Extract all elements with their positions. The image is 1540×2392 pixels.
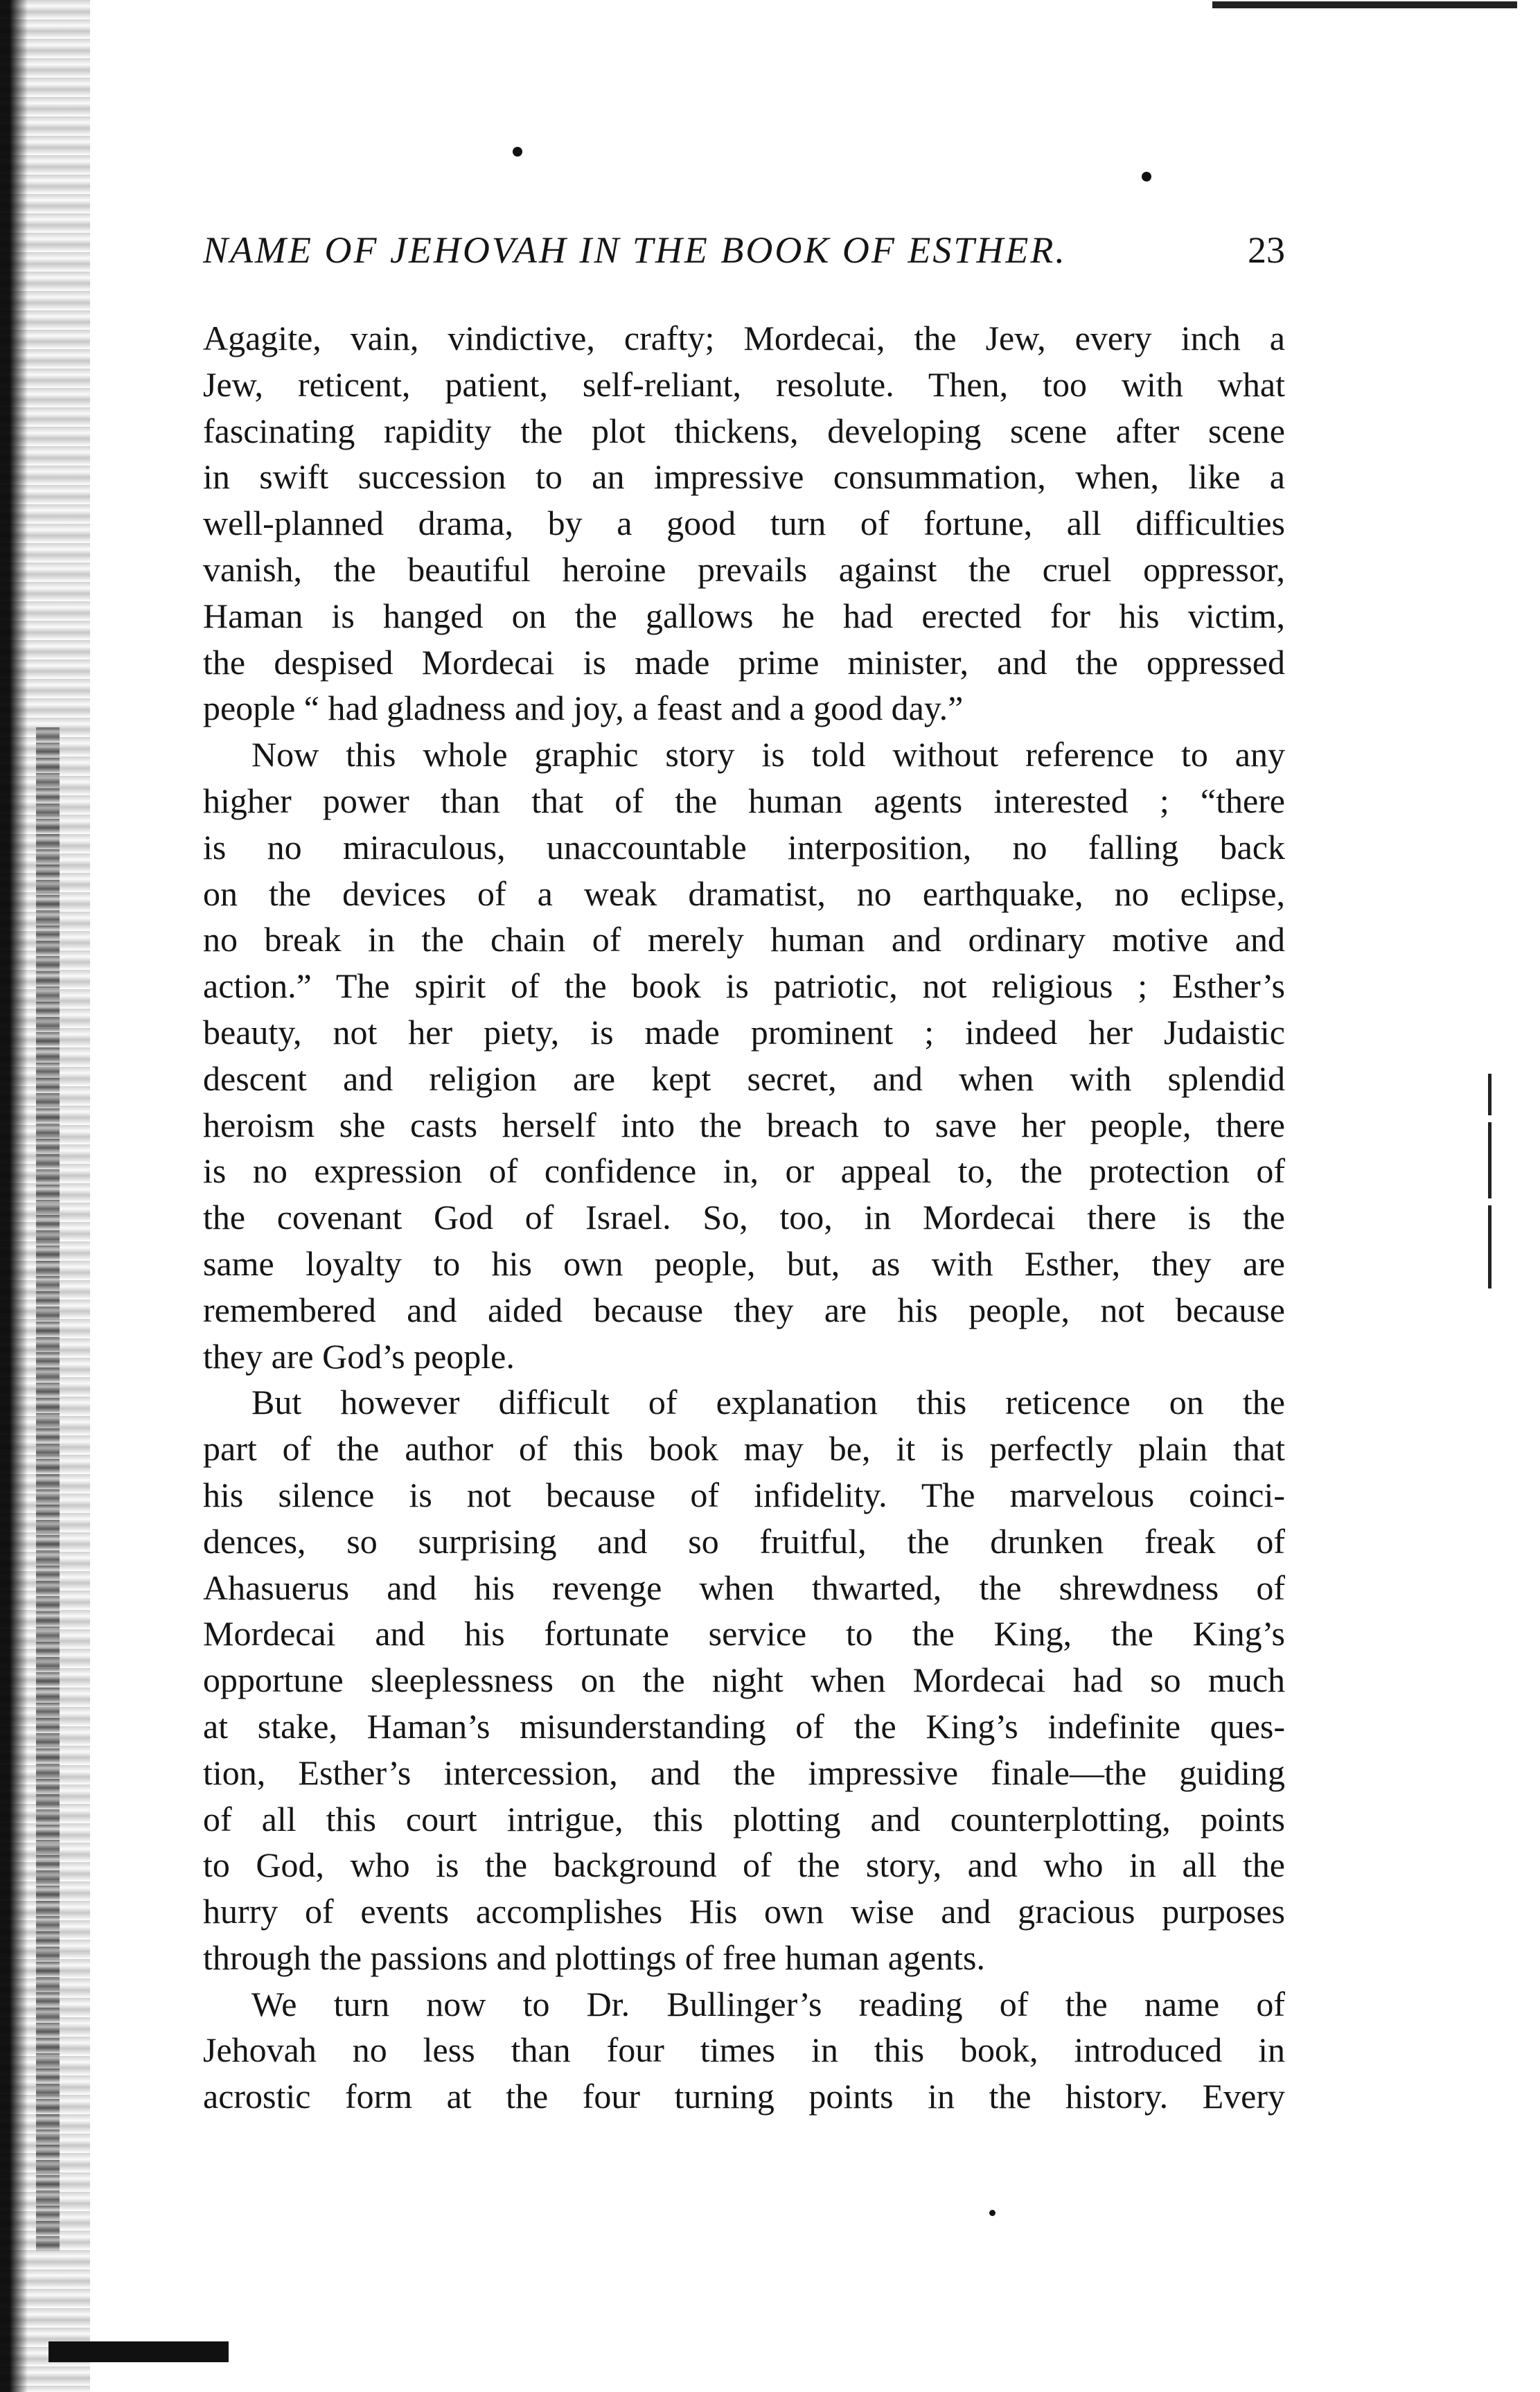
text-line: tion, Esther’s intercession, and the impressive finale—the guiding	[203, 1753, 1285, 1792]
text-line: But however difficult of explanation this reticence on the	[251, 1383, 1285, 1422]
paragraph	[203, 732, 1285, 1379]
text-line: descent and religion are kept secret, and when with splendid	[203, 1058, 1285, 1098]
text-line: heroism she casts herself into the breach to save her people, there	[203, 1105, 1285, 1144]
text-line: action.” The spirit of the book is patriotic, not religious ; Esther’s	[203, 966, 1285, 1006]
text-line: Ahasuerus and his revenge when thwarted, the shrewdness of	[203, 1568, 1285, 1607]
scan-speck	[989, 2210, 995, 2216]
paragraph	[203, 1379, 1285, 1981]
paragraph	[203, 1981, 1285, 2120]
text-line: Jew, reticent, patient, self-reliant, resolute. Then, too with what	[203, 364, 1285, 404]
scan-margin-line	[1488, 1074, 1492, 1115]
scan-speck	[1142, 172, 1151, 181]
text-line: part of the author of this book may be, it is perfectly plain that	[203, 1429, 1285, 1469]
text-line: the despised Mordecai is made prime minister, and the oppressed	[203, 642, 1285, 682]
text-line: at stake, Haman’s misunderstanding of the King’s indefinite ques-	[203, 1706, 1285, 1746]
text-line: the covenant God of Israel. So, too, in Mordecai there is the	[203, 1198, 1285, 1237]
text-line: Haman is hanged on the gallows he had erected for his victim,	[203, 596, 1285, 635]
text-line: vanish, the beautiful heroine prevails against the cruel oppressor,	[203, 549, 1285, 589]
text-line: is no expression of confidence in, or appeal to, the protection of	[203, 1151, 1285, 1191]
text-line: acrostic form at the four turning points in the history. Every	[203, 2077, 1285, 2116]
text-line: his silence is not because of infidelity. The marvelous coinci-	[203, 1475, 1285, 1514]
paragraph	[203, 315, 1285, 732]
text-line: We turn now to Dr. Bullinger’s reading of the name of	[251, 1984, 1285, 2023]
text-line: same loyalty to his own people, but, as with Esther, they are	[203, 1243, 1285, 1283]
text-line: hurry of events accomplishes His own wise and gracious purposes	[203, 1892, 1285, 1931]
text-line: opportune sleeplessness on the night when Mordecai had so much	[203, 1660, 1285, 1700]
book-binding-edge	[0, 0, 90, 2392]
text-line: is no miraculous, unaccountable interposition, no falling back	[203, 827, 1285, 867]
text-line: Now this whole graphic story is told without reference to any	[251, 735, 1285, 774]
scan-margin-line	[1488, 1205, 1492, 1288]
text-line: to God, who is the background of the story, and who in all the	[203, 1845, 1285, 1885]
text-line: people “ had gladness and joy, a feast and a good day.”	[203, 689, 964, 728]
scan-margin-line	[1488, 1122, 1492, 1198]
text-line: on the devices of a weak dramatist, no earthquake, no eclipse,	[203, 874, 1285, 913]
running-title: NAME OF JEHOVAH IN THE BOOK OF ESTHER.	[203, 229, 1067, 271]
text-line: in swift succession to an impressive consummation, when, like a	[203, 457, 1285, 497]
text-line: fascinating rapidity the plot thickens, developing scene after scene	[203, 411, 1285, 450]
text-line: dences, so surprising and so fruitful, the drunken freak of	[203, 1521, 1285, 1561]
text-line: remembered and aided because they are his people, not because	[203, 1290, 1285, 1329]
page-number: 23	[1248, 229, 1285, 271]
scan-bottom-bar	[48, 2341, 229, 2362]
text-line: well-planned drama, by a good turn of fortune, all difficulties	[203, 504, 1285, 543]
text-line: Jehovah no less than four times in this book, introduced in	[203, 2030, 1285, 2070]
text-line: higher power than that of the human agents interested ; “there	[203, 781, 1285, 820]
text-line: Agagite, vain, vindictive, crafty; Mordecai, the Jew, every inch a	[203, 319, 1285, 357]
text-line: Mordecai and his fortunate service to the King, the King’s	[203, 1614, 1285, 1654]
text-line: no break in the chain of merely human and ordinary motive and	[203, 920, 1285, 959]
running-head	[203, 229, 1285, 284]
body-text	[203, 315, 1285, 2120]
text-line: of all this court intrigue, this plotting and counterplotting, points	[203, 1799, 1285, 1839]
text-line: through the passions and plottings of free human agents.	[203, 1938, 985, 1977]
text-line: they are God’s people.	[203, 1336, 515, 1376]
scan-speck	[513, 147, 522, 157]
scan-top-rule	[1212, 1, 1517, 8]
text-line: beauty, not her piety, is made prominent ; indeed her Judaistic	[203, 1012, 1285, 1052]
